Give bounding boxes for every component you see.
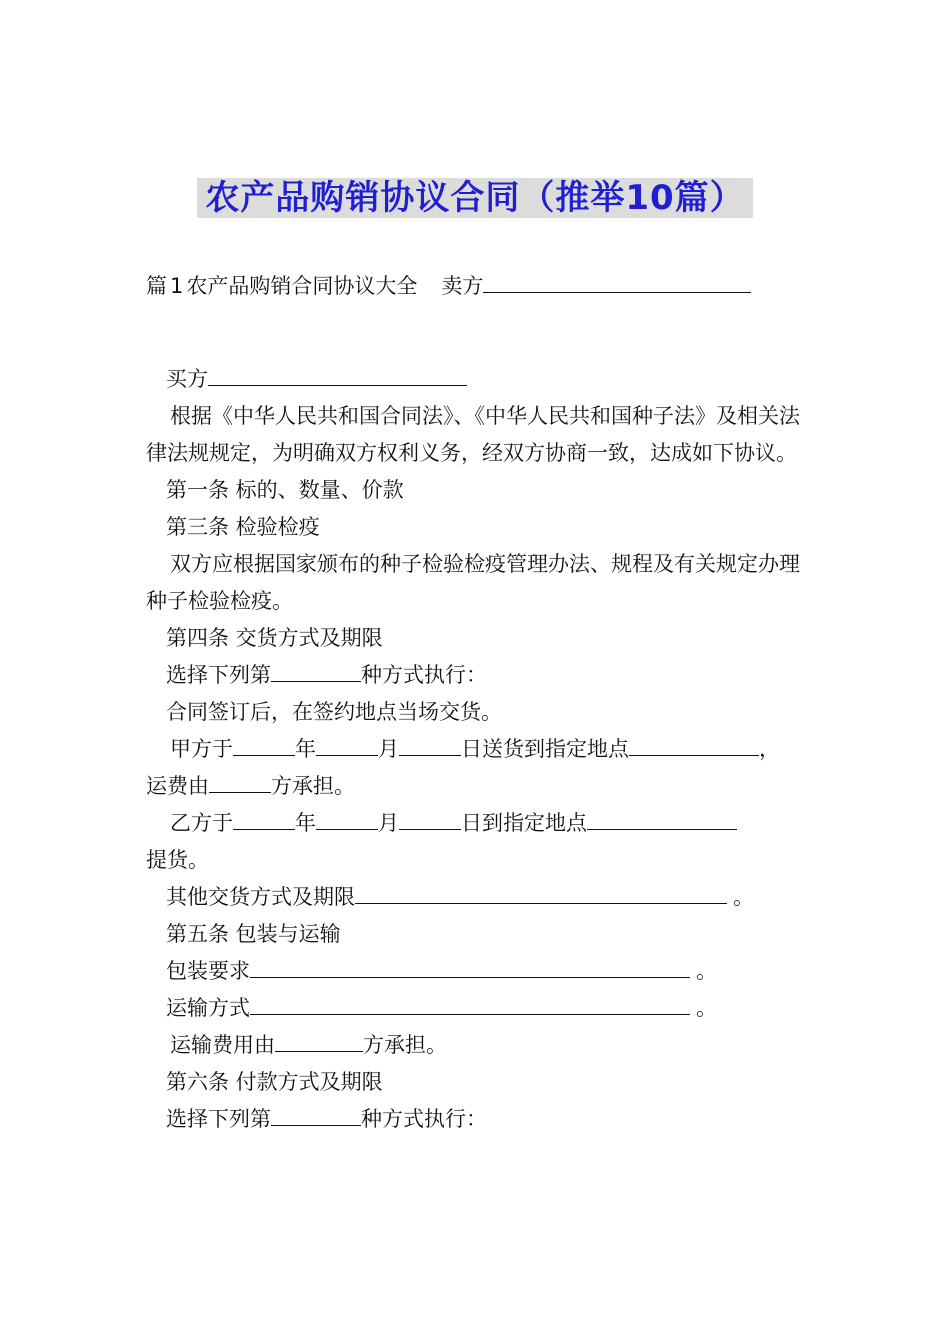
- other-delivery-line: [146, 879, 811, 916]
- opt3-day-pick: 日到指定地点: [461, 811, 587, 835]
- basis-text: 根据《中华人民共和国合同法》、《中华人民共和国种子法》及相关法律法规规定，为明确双方权利义务，经双方协商一致，达成如下协议。: [146, 404, 800, 465]
- opt3-day-blank[interactable]: [399, 805, 461, 830]
- choose-blank[interactable]: [271, 657, 361, 682]
- transport-bear: 方承担。: [363, 1033, 447, 1057]
- option-1: 合同签订后，在签约地点当场交货。: [166, 700, 502, 724]
- option-3-pick: [146, 842, 811, 879]
- article-3-paragraph: [146, 546, 811, 620]
- choose2-suffix: 种方式执行：: [361, 1107, 487, 1131]
- opt2-month: 月: [378, 737, 399, 761]
- buyer-label: 买方: [166, 367, 208, 391]
- opt2-comma: ，: [759, 737, 780, 761]
- seller-label: 卖方: [441, 274, 484, 298]
- seller-blank[interactable]: [483, 268, 751, 293]
- choose-suffix: 种方式执行：: [361, 663, 487, 687]
- packing-label: 包装要求: [166, 959, 250, 983]
- document-title: 农产品购销协议合同（推举10篇）: [197, 178, 752, 218]
- opt3-year-blank[interactable]: [233, 805, 295, 830]
- opt3-place-blank[interactable]: [587, 805, 737, 830]
- option-2-line: [146, 731, 811, 768]
- opt2-year: 年: [295, 737, 316, 761]
- opt2-place-blank[interactable]: [629, 731, 759, 756]
- choose2-line: [146, 1101, 811, 1138]
- heading-part: 篇: [146, 274, 167, 298]
- article-6: 第六条 付款方式及期限: [166, 1070, 383, 1094]
- article-4: 第四条 交货方式及期限: [166, 626, 383, 650]
- opt3-pick: 提货。: [146, 848, 209, 872]
- packing-period: 。: [696, 959, 717, 983]
- other-blank[interactable]: [355, 879, 727, 904]
- option-2-freight: [146, 768, 811, 805]
- transport-line: [146, 990, 811, 1027]
- option-3-line: [146, 805, 811, 842]
- heading-name: 农产品购销合同协议大全: [186, 274, 418, 298]
- opt2-freight: 运费由: [146, 774, 209, 798]
- other-label: 其他交货方式及期限: [166, 885, 355, 909]
- transport-fee-label: 运输费用由: [170, 1033, 275, 1057]
- transport-period: 。: [696, 996, 717, 1020]
- opt3-prefix: 乙方于: [170, 811, 233, 835]
- opt2-month-blank[interactable]: [316, 731, 378, 756]
- opt2-freight-blank[interactable]: [209, 768, 271, 793]
- title-wrap: [0, 178, 950, 218]
- article-3: 第三条 检验检疫: [166, 515, 320, 539]
- transport-fee-blank[interactable]: [275, 1027, 363, 1052]
- transport-fee-line: [146, 1027, 811, 1064]
- article-1: 第一条 标的、数量、价款: [166, 478, 404, 502]
- opt3-month-blank[interactable]: [316, 805, 378, 830]
- section-heading: [146, 268, 811, 305]
- choose2-prefix: 选择下列第: [166, 1107, 271, 1131]
- opt2-day-blank[interactable]: [399, 731, 461, 756]
- buyer-line: [146, 361, 811, 398]
- choose-line: [146, 657, 811, 694]
- basis-paragraph: [146, 398, 811, 472]
- heading-num: 1: [170, 274, 184, 298]
- packing-line: [146, 953, 811, 990]
- opt2-day-send: 日送货到指定地点: [461, 737, 629, 761]
- opt3-month: 月: [378, 811, 399, 835]
- opt3-year: 年: [295, 811, 316, 835]
- choose-prefix: 选择下列第: [166, 663, 271, 687]
- opt2-bear: 方承担。: [271, 774, 355, 798]
- other-period: 。: [733, 885, 754, 909]
- opt2-prefix: 甲方于: [170, 737, 233, 761]
- packing-blank[interactable]: [250, 953, 690, 978]
- article-5: 第五条 包装与运输: [166, 922, 341, 946]
- article-3-text: 双方应根据国家颁布的种子检验检疫管理办法、规程及有关规定办理种子检验检疫。: [146, 552, 800, 613]
- buyer-blank[interactable]: [208, 361, 467, 386]
- opt2-year-blank[interactable]: [233, 731, 295, 756]
- transport-blank[interactable]: [250, 990, 690, 1015]
- transport-label: 运输方式: [166, 996, 250, 1020]
- document-body: [146, 268, 811, 1138]
- choose2-blank[interactable]: [271, 1101, 361, 1126]
